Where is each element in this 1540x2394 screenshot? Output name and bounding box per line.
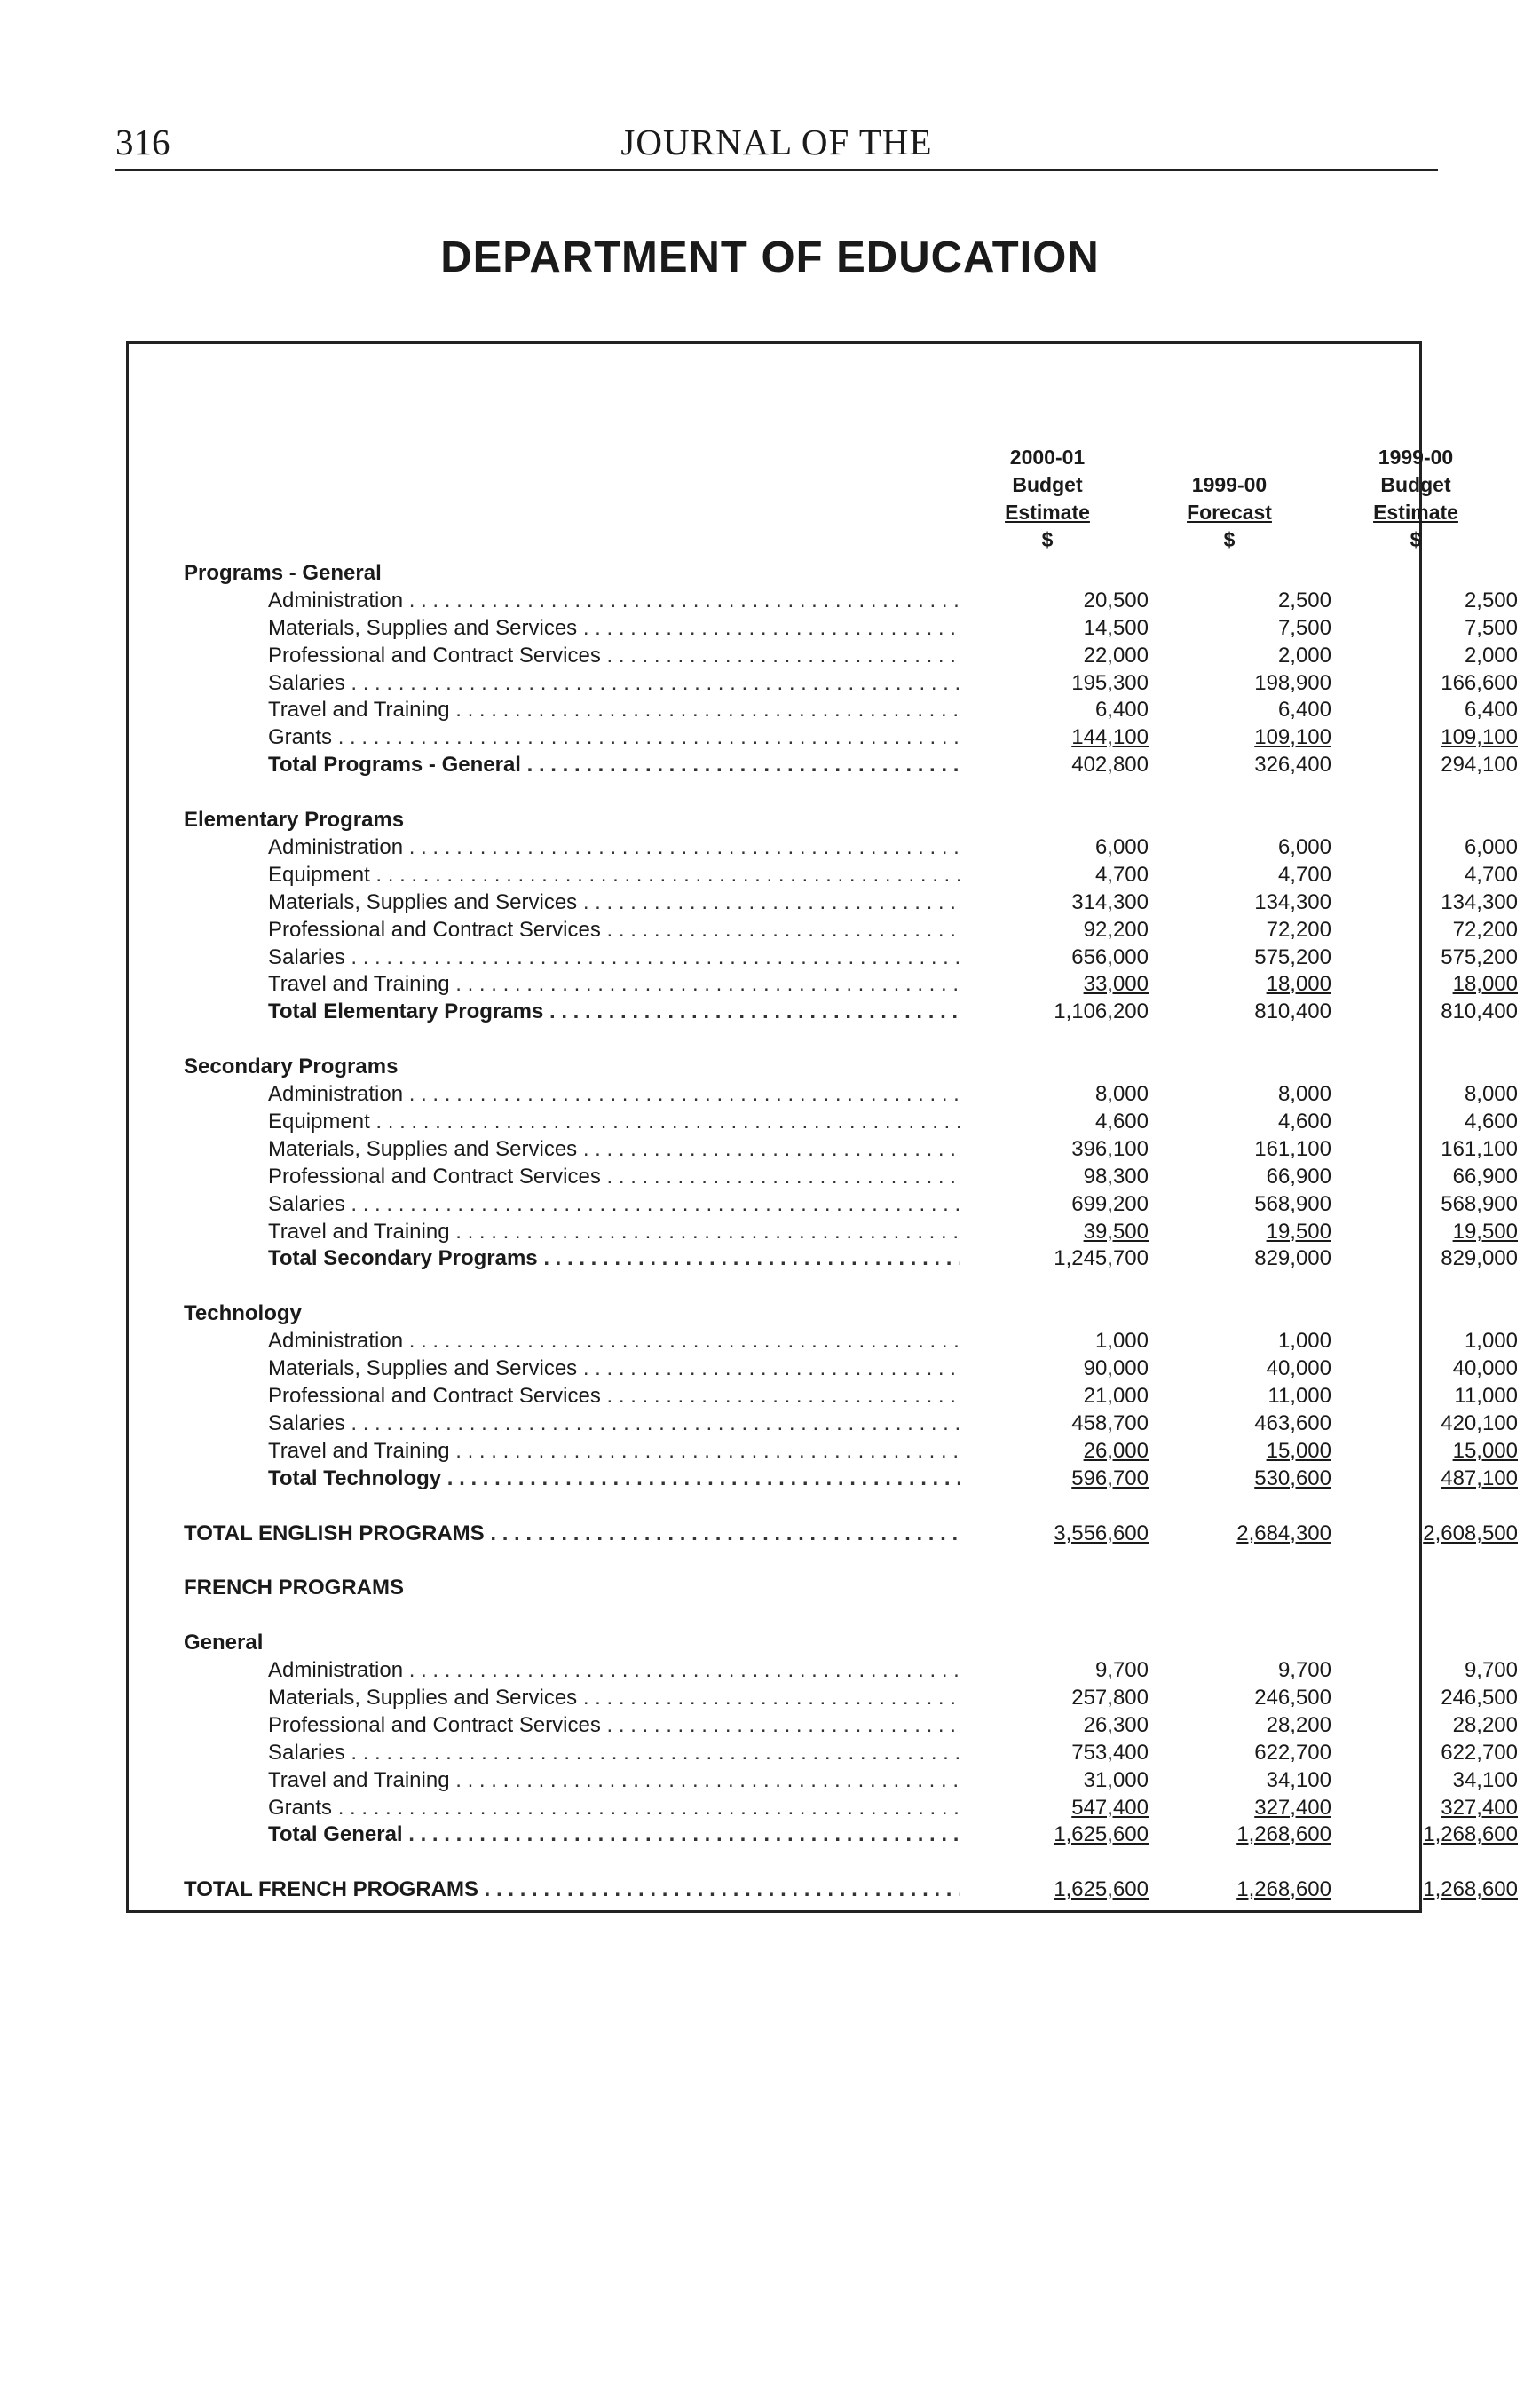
cell-value: 1,000 <box>1464 1329 1518 1353</box>
cell-value: 294,100 <box>1441 753 1518 777</box>
table-row <box>129 1766 1518 1794</box>
table-row <box>129 1108 1518 1135</box>
cell-value: 20,500 <box>1083 589 1149 612</box>
table-row <box>129 669 1518 697</box>
cell-value: 7,500 <box>1277 616 1331 640</box>
cell-value: 1,268,600 <box>1236 1822 1331 1846</box>
row-label: Travel and Training . . . <box>268 1766 960 1794</box>
cell-value: 257,800 <box>1071 1686 1149 1710</box>
cell-value: 487,100 <box>1441 1466 1518 1490</box>
cell-value: 72,200 <box>1452 918 1518 942</box>
row-label: General <box>184 1631 264 1655</box>
cell-value: 90,000 <box>1083 1356 1149 1380</box>
cell-value: 314,300 <box>1071 890 1149 914</box>
cell-value: 92,200 <box>1083 918 1149 942</box>
cell-value: 34,100 <box>1452 1768 1518 1792</box>
cell-value: 1,245,700 <box>1054 1246 1149 1270</box>
cell-value: 19,500 <box>1452 1220 1518 1244</box>
total-row <box>129 1520 1518 1547</box>
cell-value: 1,268,600 <box>1423 1822 1518 1846</box>
cell-value: 547,400 <box>1071 1796 1149 1820</box>
row-label: Travel and Training . . . <box>268 970 960 998</box>
cell-value: 3,556,600 <box>1054 1521 1149 1545</box>
table-row <box>129 1410 1518 1437</box>
cell-value: 396,100 <box>1071 1137 1149 1161</box>
cell-value: 26,000 <box>1083 1439 1149 1463</box>
cell-value: 2,500 <box>1464 589 1518 612</box>
total-row <box>129 1244 1518 1272</box>
column-header <box>1123 444 1336 554</box>
cell-value: 1,625,600 <box>1054 1877 1149 1901</box>
cell-value: 1,268,600 <box>1423 1877 1518 1901</box>
page-number: 316 <box>115 122 170 162</box>
row-label: Grants . . . <box>268 723 960 751</box>
total-row <box>129 1876 1518 1903</box>
row-label: Professional and Contract Services . . . <box>268 916 960 944</box>
cell-value: 66,900 <box>1266 1165 1331 1189</box>
column-header-line1: 2000-01 <box>1009 446 1086 469</box>
row-label: Materials, Supplies and Services . . . <box>268 889 960 916</box>
row-label: Materials, Supplies and Services . . . <box>268 1355 960 1382</box>
cell-value: 2,500 <box>1277 589 1331 612</box>
cell-value: 2,684,300 <box>1236 1521 1331 1545</box>
section-heading <box>129 1053 1419 1080</box>
cell-value: 66,900 <box>1452 1165 1518 1189</box>
cell-value: 4,700 <box>1464 863 1518 887</box>
row-label: Elementary Programs <box>184 808 405 832</box>
cell-value: 109,100 <box>1441 725 1518 749</box>
table-row <box>129 1218 1518 1245</box>
column-header-line2: 1999-00 <box>1191 473 1268 496</box>
cell-value: 4,700 <box>1277 863 1331 887</box>
row-label: Salaries . . . <box>268 1410 960 1437</box>
table-row <box>129 1437 1518 1465</box>
cell-value: 1,625,600 <box>1054 1822 1149 1846</box>
column-header-line3: Estimate <box>1373 501 1458 524</box>
section-heading <box>129 1574 1419 1601</box>
row-label: Materials, Supplies and Services . . . <box>268 1684 960 1711</box>
cell-value: 21,000 <box>1083 1384 1149 1408</box>
cell-value: 829,000 <box>1441 1246 1518 1270</box>
total-row <box>129 1821 1518 1848</box>
cell-value: 1,000 <box>1277 1329 1331 1353</box>
cell-value: 458,700 <box>1071 1411 1149 1435</box>
cell-value: 327,400 <box>1441 1796 1518 1820</box>
cell-value: 40,000 <box>1266 1356 1331 1380</box>
page-header <box>115 115 1438 171</box>
row-label: Total Elementary Programs . . . <box>268 998 960 1025</box>
row-label: Administration . . . <box>268 587 960 614</box>
column-header-line1: 1999-00 <box>1378 446 1454 469</box>
column-header-line2: Budget <box>1012 473 1083 496</box>
cell-value: 18,000 <box>1266 972 1331 996</box>
table-row <box>129 1656 1518 1684</box>
table-row <box>129 916 1518 944</box>
cell-value: 2,000 <box>1277 644 1331 668</box>
cell-value: 134,300 <box>1441 890 1518 914</box>
cell-value: 1,268,600 <box>1236 1877 1331 1901</box>
cell-value: 19,500 <box>1266 1220 1331 1244</box>
row-label: Travel and Training . . . <box>268 1437 960 1465</box>
cell-value: 8,000 <box>1464 1082 1518 1106</box>
row-label: Professional and Contract Services . . . <box>268 1163 960 1190</box>
row-label: Materials, Supplies and Services . . . <box>268 1135 960 1163</box>
cell-value: 8,000 <box>1094 1082 1149 1106</box>
row-label: Professional and Contract Services . . . <box>268 1711 960 1739</box>
row-label: Total Secondary Programs . . . <box>268 1244 960 1272</box>
cell-value: 134,300 <box>1254 890 1331 914</box>
cell-value: 72,200 <box>1266 918 1331 942</box>
row-label: Total General . . . <box>268 1821 960 1848</box>
cell-value: 4,700 <box>1094 863 1149 887</box>
column-header-line2: Budget <box>1380 473 1451 496</box>
section-heading <box>129 1300 1419 1327</box>
table-row <box>129 614 1518 642</box>
cell-value: 9,700 <box>1277 1658 1331 1682</box>
row-label: Administration . . . <box>268 1656 960 1684</box>
cell-value: 753,400 <box>1071 1741 1149 1765</box>
journal-title: JOURNAL OF THE <box>620 122 933 162</box>
cell-value: 195,300 <box>1071 671 1149 695</box>
cell-value: 2,608,500 <box>1423 1521 1518 1545</box>
table-row <box>129 1684 1518 1711</box>
cell-value: 9,700 <box>1094 1658 1149 1682</box>
row-label: Professional and Contract Services . . . <box>268 1382 960 1410</box>
cell-value: 6,400 <box>1464 698 1518 722</box>
table-row <box>129 642 1518 669</box>
row-label: Salaries . . . <box>268 669 960 697</box>
column-header <box>1309 444 1522 554</box>
table-row <box>129 696 1518 723</box>
row-label: TOTAL ENGLISH PROGRAMS . . . <box>184 1520 960 1547</box>
cell-value: 31,000 <box>1083 1768 1149 1792</box>
cell-value: 15,000 <box>1266 1439 1331 1463</box>
cell-value: 575,200 <box>1441 945 1518 969</box>
table-row <box>129 1327 1518 1355</box>
cell-value: 166,600 <box>1441 671 1518 695</box>
cell-value: 575,200 <box>1254 945 1331 969</box>
cell-value: 6,000 <box>1094 835 1149 859</box>
cell-value: 14,500 <box>1083 616 1149 640</box>
row-label: Salaries . . . <box>268 944 960 971</box>
cell-value: 327,400 <box>1254 1796 1331 1820</box>
cell-value: 98,300 <box>1083 1165 1149 1189</box>
cell-value: 144,100 <box>1071 725 1149 749</box>
cell-value: 596,700 <box>1071 1466 1149 1490</box>
row-label: Administration . . . <box>268 1327 960 1355</box>
cell-value: 11,000 <box>1454 1384 1518 1408</box>
row-label: Administration . . . <box>268 1080 960 1108</box>
table-row <box>129 1190 1518 1218</box>
cell-value: 28,200 <box>1266 1713 1331 1737</box>
cell-value: 810,400 <box>1441 999 1518 1023</box>
column-header-line3: Forecast <box>1187 501 1272 524</box>
cell-value: 1,106,200 <box>1054 999 1149 1023</box>
department-title: DEPARTMENT OF EDUCATION <box>440 233 1100 281</box>
row-label: Administration . . . <box>268 834 960 861</box>
cell-value: 656,000 <box>1071 945 1149 969</box>
row-label: Salaries . . . <box>268 1190 960 1218</box>
cell-value: 622,700 <box>1254 1741 1331 1765</box>
total-row <box>129 998 1518 1025</box>
row-label: Total Technology . . . <box>268 1465 960 1492</box>
budget-table <box>126 341 1518 1913</box>
cell-value: 463,600 <box>1254 1411 1331 1435</box>
table-row <box>129 944 1518 971</box>
row-label: Travel and Training . . . <box>268 1218 960 1245</box>
cell-value: 22,000 <box>1083 644 1149 668</box>
cell-value: 4,600 <box>1464 1110 1518 1134</box>
row-label: TOTAL FRENCH PROGRAMS . . . <box>184 1876 960 1903</box>
table-row <box>129 1382 1518 1410</box>
table-row <box>129 1794 1518 1821</box>
total-row <box>129 1465 1518 1492</box>
row-label: Travel and Training . . . <box>268 696 960 723</box>
section-heading <box>129 559 1419 587</box>
cell-value: 530,600 <box>1254 1466 1331 1490</box>
section-heading <box>129 1629 1419 1656</box>
cell-value: 34,100 <box>1266 1768 1331 1792</box>
column-header-line1 <box>1123 444 1336 471</box>
table-row <box>129 723 1518 751</box>
table-row <box>129 1080 1518 1108</box>
table-row <box>129 1739 1518 1766</box>
row-label: Secondary Programs <box>184 1055 399 1078</box>
section-heading <box>129 806 1419 834</box>
cell-value: 402,800 <box>1071 753 1149 777</box>
table-row <box>129 861 1518 889</box>
cell-value: 246,500 <box>1254 1686 1331 1710</box>
cell-value: 568,900 <box>1254 1192 1331 1216</box>
cell-value: 4,600 <box>1277 1110 1331 1134</box>
cell-value: 9,700 <box>1464 1658 1518 1682</box>
table-row <box>129 970 1518 998</box>
table-row <box>129 1135 1518 1163</box>
cell-value: 33,000 <box>1083 972 1149 996</box>
cell-value: 15,000 <box>1452 1439 1518 1463</box>
cell-value: 6,400 <box>1094 698 1149 722</box>
row-label: Materials, Supplies and Services . . . <box>268 614 960 642</box>
cell-value: 11,000 <box>1268 1384 1331 1408</box>
cell-value: 2,000 <box>1464 644 1518 668</box>
cell-value: 420,100 <box>1441 1411 1518 1435</box>
cell-value: 4,600 <box>1094 1110 1149 1134</box>
cell-value: 829,000 <box>1254 1246 1331 1270</box>
table-row <box>129 1711 1518 1739</box>
cell-value: 326,400 <box>1254 753 1331 777</box>
cell-value: 622,700 <box>1441 1741 1518 1765</box>
cell-value: 28,200 <box>1452 1713 1518 1737</box>
row-label: Programs - General <box>184 561 382 585</box>
cell-value: 6,000 <box>1464 835 1518 859</box>
row-label: Equipment . . . <box>268 1108 960 1135</box>
row-label: Technology <box>184 1301 302 1325</box>
budget-table-body <box>129 344 1518 1910</box>
column-header <box>941 444 1154 554</box>
cell-value: 568,900 <box>1441 1192 1518 1216</box>
cell-value: 699,200 <box>1071 1192 1149 1216</box>
table-row <box>129 1355 1518 1382</box>
cell-value: 39,500 <box>1083 1220 1149 1244</box>
cell-value: 810,400 <box>1254 999 1331 1023</box>
row-label: Total Programs - General . . . <box>268 751 960 778</box>
column-header-line3: Estimate <box>1005 501 1090 524</box>
cell-value: 161,100 <box>1254 1137 1331 1161</box>
row-label: Salaries . . . <box>268 1739 960 1766</box>
cell-value: 7,500 <box>1464 616 1518 640</box>
cell-value: 26,300 <box>1083 1713 1149 1737</box>
row-label: Equipment . . . <box>268 861 960 889</box>
column-header-unit: $ <box>1410 528 1422 551</box>
cell-value: 6,000 <box>1277 835 1331 859</box>
row-label: FRENCH PROGRAMS <box>184 1576 405 1600</box>
table-row <box>129 834 1518 861</box>
cell-value: 6,400 <box>1277 698 1331 722</box>
cell-value: 109,100 <box>1254 725 1331 749</box>
table-row <box>129 889 1518 916</box>
row-label: Grants . . . <box>268 1794 960 1821</box>
table-row <box>129 587 1518 614</box>
table-row <box>129 1163 1518 1190</box>
cell-value: 40,000 <box>1452 1356 1518 1380</box>
cell-value: 198,900 <box>1254 671 1331 695</box>
column-header-unit: $ <box>1041 528 1054 551</box>
row-label: Professional and Contract Services . . . <box>268 642 960 669</box>
column-header-unit: $ <box>1223 528 1236 551</box>
cell-value: 246,500 <box>1441 1686 1518 1710</box>
total-row <box>129 751 1518 778</box>
cell-value: 8,000 <box>1277 1082 1331 1106</box>
cell-value: 1,000 <box>1094 1329 1149 1353</box>
cell-value: 161,100 <box>1441 1137 1518 1161</box>
cell-value: 18,000 <box>1452 972 1518 996</box>
